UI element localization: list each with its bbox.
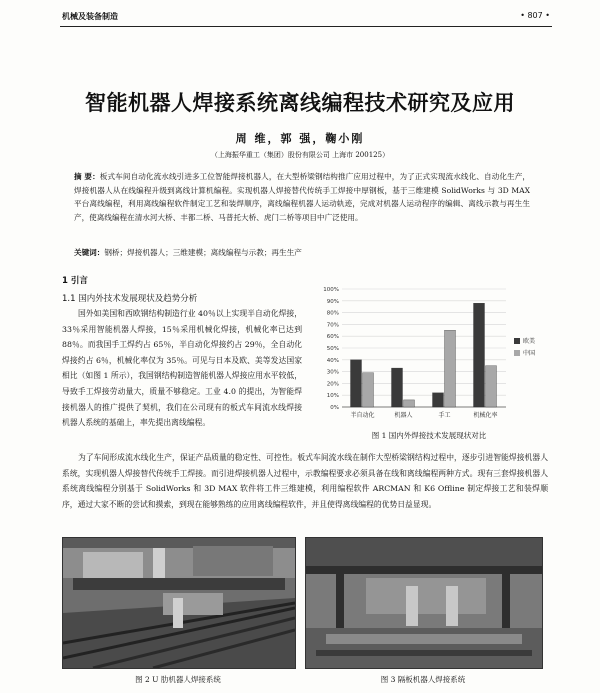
figure-2-caption: 图 2 U 肋机器人焊接系统 [135,675,221,684]
diaphragm-welding-photo [305,537,543,669]
bar-chart [308,285,550,433]
bar-中国-半自动化 [363,373,374,407]
article-title: 智能机器人焊接系统离线编程技术研究及应用 [85,91,515,115]
x-tick-label: 机械化率 [473,412,498,419]
y-tick-label: 0% [330,405,339,411]
legend-swatch [514,350,520,356]
y-tick-label: 60% [326,334,339,341]
bar-中国-机械化率 [486,366,497,407]
paragraph: 为了车间形成流水线化生产，保证产品质量的稳定性、可控性。板式车间流水线在制作大型桥梁钢结构过程中，逐步引进智能焊接机器人系统，实现机器人焊接替代传统手工焊接。而引进焊接机器人过程中，示教编程要求必须具备在线和离线编程两种方式。现有三套焊接机器人系统离线编程分别基于 SolidWorks 和 3D MAX 软件将工件三维建模，利用编程软件 ARCMAN 和 K6 Offline 制定焊接工艺和装焊顺序，通过大家不断的尝试和摸索，到现在能够熟练的应用离线编程软件，并且使得离线编程的优势日益显现。 [62,453,548,509]
abstract-label: 摘 要： [74,172,100,181]
figure-3-caption: 图 3 隔板机器人焊接系统 [380,675,466,684]
header-rule [60,26,552,27]
u-rib-welding-photo [62,537,296,669]
y-tick-label: 90% [326,298,339,305]
bar-中国-手工 [445,330,456,407]
y-tick-label: 100% [323,287,339,293]
figure-1-caption: 图 1 国内外焊接技术发展现状对比 [371,431,487,440]
left-column-text [62,306,302,431]
page-number: • 807 • [520,11,550,20]
bar-欧美-半自动化 [351,360,362,407]
x-tick-label: 机器人 [394,412,413,419]
bar-中国-机器人 [404,400,415,407]
y-tick-label: 40% [326,357,339,364]
legend-label: 中国 [523,350,536,357]
legend-swatch [514,338,520,344]
y-tick-label: 20% [326,381,339,388]
section-heading: 1 引言 [62,276,88,286]
bar-欧美-手工 [433,393,444,407]
y-tick-label: 30% [326,369,339,376]
y-tick-label: 70% [326,322,339,329]
bar-欧美-机器人 [392,368,403,407]
keywords-text: 钢桥；焊接机器人；三维建模；离线编程与示教；再生生产 [104,248,302,257]
authors: 周 维，郭 强，鞠小刚 [235,132,365,145]
y-tick-label: 10% [326,393,339,400]
y-tick-label: 80% [326,310,339,317]
keywords [74,247,530,258]
y-tick-label: 50% [326,346,339,352]
journal-name: 机械及装备制造 [62,12,118,21]
legend-label: 欧美 [523,338,536,345]
paragraph: 国外如美国和西欧钢结构制造行业 40％以上实现半自动化焊接，33％采用智能机器人焊接，15％采用机械化焊接，机械化率已达到 88％。而我国手工焊约占 65％，半自动化焊接约占 29％，全自动化焊接约占 6％，机械化率仅为 35％。可见与日本及欧、美等发达国家相比（如图 1 所示），我国钢结构制造智能机器人焊接应用水平较低，导致手工焊接劳动量大，质量不够稳定。工业 4.0 的提出，为智能焊接机器人的推广提供了契机，我们在公司现有的板式车间流水线焊接机器人系统的基础上，率先提出离线编程。 [62,309,302,428]
affiliation: （上海振华重工（集团）股份有限公司 上海市 200125） [210,151,390,159]
subsection-heading: 1.1 国内外技术发展现状及趋势分析 [62,294,198,304]
x-tick-label: 手工 [438,412,451,419]
keywords-label: 关键词： [74,248,105,257]
full-width-text [62,450,548,512]
figure-1-chart [308,285,550,433]
abstract [74,170,530,224]
bar-欧美-机械化率 [474,303,485,407]
x-tick-label: 半自动化 [350,412,375,419]
abstract-text: 板式车间自动化流水线引进多工位智能焊接机器人，在大型桥梁钢结构推广应用过程中，为了正式实现流水线化、自动化生产，焊接机器人从在线编程升级到离线计算机编程。实现机器人焊接替代传统手工焊接中厚钢板，基于三维建模 SolidWorks 与 3D MAX 平台离线编程，利用离线编程软件制定工艺和装焊顺序，离线编程机器人运动轨迹，完成对机器人运动程序的编辑、离线示教与再生生产，使离线编程在清水河大桥、丰都二桥、马普托大桥、虎门二桥等项目中广泛使用。 [74,172,530,222]
